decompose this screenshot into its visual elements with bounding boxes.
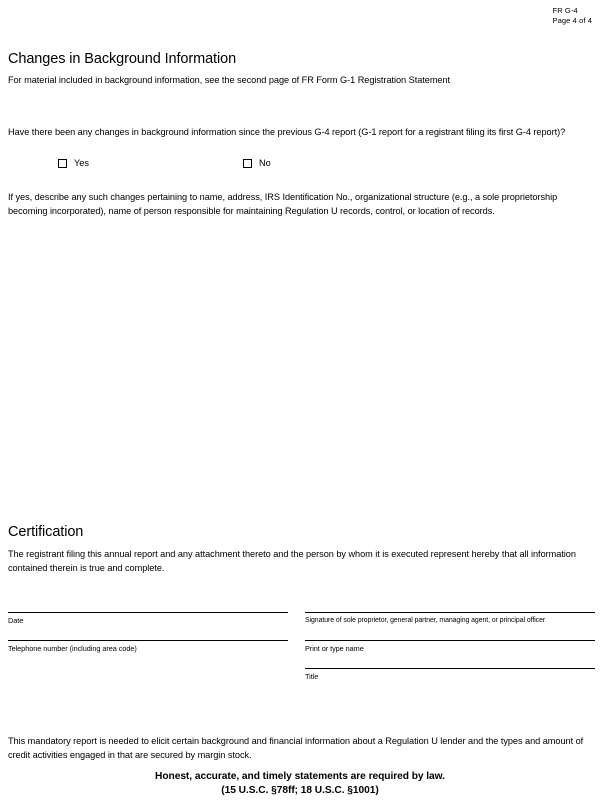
label-title: Title	[305, 672, 319, 681]
checkbox-label-yes: Yes	[74, 158, 89, 168]
checkbox-yes[interactable]	[58, 159, 67, 168]
field-date[interactable]	[8, 612, 288, 625]
label-telephone: Telephone number (including area code)	[8, 644, 137, 653]
yes-no-checkbox-group	[0, 158, 600, 174]
if-yes-instruction: If yes, describe any such changes pertaining to name, address, IRS Identification No., organizational structure (e.g., a sole proprietorship becoming incorporated), name of person responsible for maintaining Regulation U records, control, or location of records.	[8, 192, 558, 216]
section-heading-certification: Certification	[8, 524, 84, 540]
label-signature: Signature of sole proprietor, general partner, managing agent, or principal officer	[305, 617, 546, 624]
mandatory-report-note: This mandatory report is needed to elicit certain background and financial information about a Regulation U lender and the types and amount of credit activities engaged in that are secured by margin stock.	[8, 736, 584, 760]
document-header	[553, 6, 592, 26]
label-print-name: Print or type name	[305, 644, 364, 653]
legal-citation: (15 U.S.C. §78ff; 18 U.S.C. §1001)	[221, 785, 379, 796]
certification-statement: The registrant filing this annual report and any attachment thereto and the person by whom it is executed represent hereby that all information contained therein is true and complete.	[8, 549, 576, 573]
checkbox-label-no: No	[259, 158, 271, 168]
checkbox-option-no[interactable]	[243, 158, 271, 169]
page-number: Page 4 of 4	[552, 16, 592, 25]
checkbox-option-yes[interactable]	[58, 158, 89, 169]
form-identifier: FR G-4	[552, 6, 578, 15]
section-subtitle-changes: For material included in background information, see the second page of FR Form G-1 Registration Statement	[8, 75, 451, 85]
checkbox-no[interactable]	[243, 159, 252, 168]
background-change-question: Have there been any changes in background information since the previous G-4 report (G-1 report for a registrant filing its first G-4 report)?	[8, 127, 566, 137]
section-heading-changes: Changes in Background Information	[8, 51, 237, 67]
field-signature[interactable]	[305, 612, 595, 625]
field-title[interactable]	[305, 668, 595, 681]
label-date: Date	[8, 616, 24, 625]
field-print-name[interactable]	[305, 640, 595, 653]
field-telephone[interactable]	[8, 640, 288, 653]
legal-statement: Honest, accurate, and timely statements are required by law.	[155, 771, 445, 782]
